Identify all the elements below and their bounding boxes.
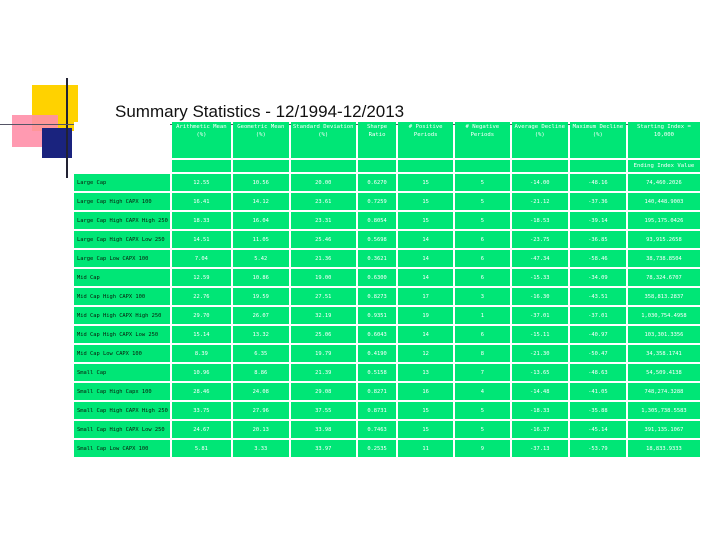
table-cell: 6: [455, 269, 510, 286]
table-cell: 34,358.1741: [628, 345, 700, 362]
table-cell: 4: [455, 383, 510, 400]
subheader-blank-cell: [172, 160, 231, 172]
table-cell: 0.6300: [358, 269, 396, 286]
table-cell: 21.39: [291, 364, 356, 381]
table-cell: 6: [455, 231, 510, 248]
table-cell: 16.41: [172, 193, 231, 210]
decorative-vertical-line: [66, 78, 68, 178]
table-cell: 5: [455, 402, 510, 419]
table-row: [74, 307, 700, 324]
table-row: [74, 326, 700, 343]
table-cell: 13.32: [233, 326, 289, 343]
table-cell: 33.97: [291, 440, 356, 457]
table-cell: 24.67: [172, 421, 231, 438]
table-cell: -16.30: [512, 288, 568, 305]
table-row: [74, 421, 700, 438]
table-cell: 0.4190: [358, 345, 396, 362]
table-cell: 78,324.6707: [628, 269, 700, 286]
table-cell: 19: [398, 307, 453, 324]
table-cell: 0.5698: [358, 231, 396, 248]
table-cell: 10.56: [233, 174, 289, 191]
table-cell: -37.13: [512, 440, 568, 457]
table-cell: 15: [398, 421, 453, 438]
subheader-blank-cell: [291, 160, 356, 172]
table-cell: -48.63: [570, 364, 626, 381]
row-label: Large Cap Low CAPX 100: [74, 250, 170, 267]
header-geometric-mean: Geometric Mean (%): [233, 122, 289, 158]
table-cell: 22.76: [172, 288, 231, 305]
table-cell: -37.01: [570, 307, 626, 324]
table-row: [74, 212, 700, 229]
table-cell: 5: [455, 212, 510, 229]
table-cell: 15: [398, 212, 453, 229]
table-cell: 0.7463: [358, 421, 396, 438]
subheader-blank-cell: [358, 160, 396, 172]
table-cell: -21.12: [512, 193, 568, 210]
table-cell: 25.06: [291, 326, 356, 343]
table-cell: 103,301.3356: [628, 326, 700, 343]
table-cell: 14.12: [233, 193, 289, 210]
table-cell: 16: [398, 383, 453, 400]
table-cell: 19.79: [291, 345, 356, 362]
table-cell: 54,509.4138: [628, 364, 700, 381]
table-cell: 20.00: [291, 174, 356, 191]
table-cell: 15.14: [172, 326, 231, 343]
subheader-corner-cell: [74, 160, 170, 172]
table-cell: 14: [398, 250, 453, 267]
table-cell: -41.05: [570, 383, 626, 400]
table-cell: 5: [455, 421, 510, 438]
table-cell: -18.53: [512, 212, 568, 229]
table-cell: 748,274.3288: [628, 383, 700, 400]
table-cell: 8.39: [172, 345, 231, 362]
table-cell: -53.79: [570, 440, 626, 457]
header-arithmetic-mean: Arithmetic Mean (%): [172, 122, 231, 158]
table-cell: 14: [398, 269, 453, 286]
table-cell: 24.08: [233, 383, 289, 400]
row-label: Mid Cap High CAPX Low 250: [74, 326, 170, 343]
table-cell: 5.42: [233, 250, 289, 267]
table-cell: 3: [455, 288, 510, 305]
table-row: [74, 250, 700, 267]
table-subheader-row: [74, 160, 700, 172]
table-cell: -14.00: [512, 174, 568, 191]
table-cell: 5: [455, 193, 510, 210]
table-cell: 0.8054: [358, 212, 396, 229]
row-label: Mid Cap Low CAPX 100: [74, 345, 170, 362]
row-label: Large Cap High CAPX High 250: [74, 212, 170, 229]
table-cell: 27.51: [291, 288, 356, 305]
subheader-blank-cell: [398, 160, 453, 172]
table-cell: 8.86: [233, 364, 289, 381]
table-cell: 74,460.2026: [628, 174, 700, 191]
table-cell: 19.59: [233, 288, 289, 305]
table-cell: 14: [398, 326, 453, 343]
table-cell: 93,915.2658: [628, 231, 700, 248]
table-cell: 0.6270: [358, 174, 396, 191]
table-cell: -16.37: [512, 421, 568, 438]
table-cell: 17: [398, 288, 453, 305]
table-cell: -36.85: [570, 231, 626, 248]
table-cell: 20.13: [233, 421, 289, 438]
table-cell: 12.55: [172, 174, 231, 191]
table-cell: 6: [455, 250, 510, 267]
table-row: [74, 174, 700, 191]
summary-statistics-table: [72, 120, 702, 459]
row-label: Large Cap High CAPX 100: [74, 193, 170, 210]
subheader-blank-cell: [570, 160, 626, 172]
table-cell: -37.36: [570, 193, 626, 210]
table-cell: 25.46: [291, 231, 356, 248]
table-cell: 1,030,754.4958: [628, 307, 700, 324]
table-cell: 10.96: [172, 364, 231, 381]
table-cell: 0.3621: [358, 250, 396, 267]
table-cell: 140,448.9003: [628, 193, 700, 210]
header-average-decline: Average Decline (%): [512, 122, 568, 158]
table-cell: 7.04: [172, 250, 231, 267]
table-cell: 10.86: [233, 269, 289, 286]
slide-title: Summary Statistics - 12/1994-12/2013: [115, 102, 405, 121]
subheader-ending-index-value: Ending Index Value: [628, 160, 700, 172]
row-label: Small Cap High CAPX Low 250: [74, 421, 170, 438]
row-label: Mid Cap High CAPX High 250: [74, 307, 170, 324]
table-cell: 33.98: [291, 421, 356, 438]
table-cell: 37.55: [291, 402, 356, 419]
header-maximum-decline: Maximum Decline (%): [570, 122, 626, 158]
table-row: [74, 402, 700, 419]
table-cell: 29.70: [172, 307, 231, 324]
table-row: [74, 364, 700, 381]
row-label: Mid Cap: [74, 269, 170, 286]
row-label: Small Cap High Capx 100: [74, 383, 170, 400]
table-row: [74, 345, 700, 362]
table-cell: -13.65: [512, 364, 568, 381]
header-sharpe-ratio: Sharpe Ratio: [358, 122, 396, 158]
table-cell: 15: [398, 402, 453, 419]
table-cell: 18.33: [172, 212, 231, 229]
table-cell: -21.30: [512, 345, 568, 362]
table-cell: 18,833.9333: [628, 440, 700, 457]
table-cell: -48.16: [570, 174, 626, 191]
table-cell: 5: [455, 174, 510, 191]
table-cell: 1: [455, 307, 510, 324]
table-cell: -40.97: [570, 326, 626, 343]
table-cell: -37.01: [512, 307, 568, 324]
table-cell: -43.51: [570, 288, 626, 305]
table-cell: 11: [398, 440, 453, 457]
table-cell: 38,738.8504: [628, 250, 700, 267]
table-cell: 0.2535: [358, 440, 396, 457]
table-cell: 6: [455, 326, 510, 343]
header-negative-periods: # Negative Periods: [455, 122, 510, 158]
table-cell: -35.88: [570, 402, 626, 419]
subheader-blank-cell: [512, 160, 568, 172]
table-cell: 0.5158: [358, 364, 396, 381]
table-cell: 195,175.0426: [628, 212, 700, 229]
table-cell: 5.81: [172, 440, 231, 457]
table-cell: -45.14: [570, 421, 626, 438]
table-cell: 0.6043: [358, 326, 396, 343]
table-cell: 19.00: [291, 269, 356, 286]
table-cell: 14.51: [172, 231, 231, 248]
table-cell: 27.96: [233, 402, 289, 419]
table-cell: 21.36: [291, 250, 356, 267]
table-row: [74, 193, 700, 210]
table-cell: 12: [398, 345, 453, 362]
subheader-blank-cell: [233, 160, 289, 172]
subheader-blank-cell: [455, 160, 510, 172]
header-starting-index: Starting Index = 10,000: [628, 122, 700, 158]
table-cell: 0.8271: [358, 383, 396, 400]
table-cell: 0.9351: [358, 307, 396, 324]
table-cell: -58.46: [570, 250, 626, 267]
table-cell: -47.34: [512, 250, 568, 267]
table-row: [74, 288, 700, 305]
table-cell: 9: [455, 440, 510, 457]
table-cell: 23.61: [291, 193, 356, 210]
header-corner-cell: [74, 122, 170, 158]
table-body: [74, 174, 700, 457]
table-row: [74, 231, 700, 248]
table-cell: -34.09: [570, 269, 626, 286]
table-cell: 33.75: [172, 402, 231, 419]
table-row: [74, 383, 700, 400]
table-cell: 16.04: [233, 212, 289, 229]
table-cell: 358,813.2837: [628, 288, 700, 305]
table-cell: 7: [455, 364, 510, 381]
row-label: Small Cap Low CAPX 100: [74, 440, 170, 457]
table-cell: 391,135.1067: [628, 421, 700, 438]
table-cell: 15: [398, 193, 453, 210]
row-label: Small Cap High CAPX High 250: [74, 402, 170, 419]
row-label: Mid Cap High CAPX 100: [74, 288, 170, 305]
table-cell: -23.75: [512, 231, 568, 248]
header-positive-periods: # Positive Periods: [398, 122, 453, 158]
table-cell: 12.59: [172, 269, 231, 286]
table-cell: 0.8731: [358, 402, 396, 419]
table-cell: -18.33: [512, 402, 568, 419]
table-cell: -50.47: [570, 345, 626, 362]
table-cell: -15.33: [512, 269, 568, 286]
table-cell: 15: [398, 174, 453, 191]
table-cell: 23.31: [291, 212, 356, 229]
row-label: Large Cap High CAPX Low 250: [74, 231, 170, 248]
header-standard-deviation: Standard Deviation (%): [291, 122, 356, 158]
table-cell: 0.8273: [358, 288, 396, 305]
table-cell: 6.35: [233, 345, 289, 362]
table-row: [74, 269, 700, 286]
table-row: [74, 440, 700, 457]
table-cell: 0.7259: [358, 193, 396, 210]
table-header-row: [74, 122, 700, 158]
table-cell: 32.19: [291, 307, 356, 324]
table-cell: 3.33: [233, 440, 289, 457]
table-cell: 13: [398, 364, 453, 381]
table-cell: 1,305,738.5583: [628, 402, 700, 419]
table-cell: 14: [398, 231, 453, 248]
table-cell: 29.08: [291, 383, 356, 400]
row-label: Large Cap: [74, 174, 170, 191]
table-cell: 11.05: [233, 231, 289, 248]
table-cell: 28.46: [172, 383, 231, 400]
table-cell: 8: [455, 345, 510, 362]
table-cell: -14.48: [512, 383, 568, 400]
table-cell: -15.11: [512, 326, 568, 343]
table-cell: 26.07: [233, 307, 289, 324]
row-label: Small Cap: [74, 364, 170, 381]
table-cell: -39.14: [570, 212, 626, 229]
